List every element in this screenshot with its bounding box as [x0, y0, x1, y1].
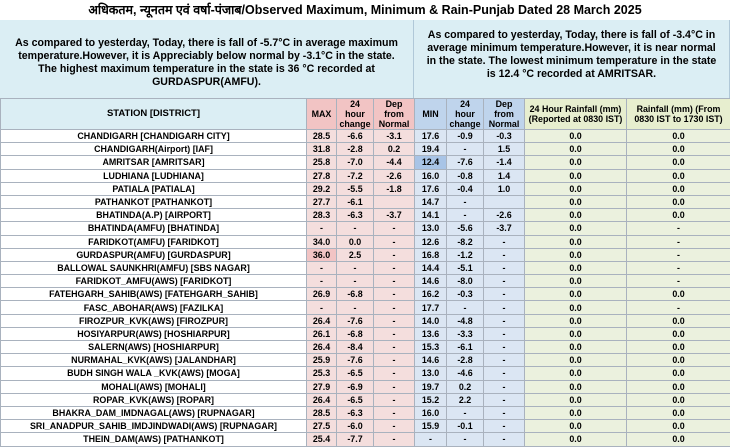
cell-station: FASC_ABOHAR(AWS) [FAZILKA] [1, 301, 307, 314]
cell-station: PATIALA [PATIALA] [1, 182, 307, 195]
cell-rain-day: - [627, 248, 730, 261]
cell-min-dep: - [484, 235, 525, 248]
table-row [1, 143, 730, 156]
cell-max-change: -7.2 [337, 169, 374, 182]
cell-rain-24h: 0.0 [525, 235, 627, 248]
cell-max: 25.4 [307, 433, 337, 446]
cell-min-change: - [447, 433, 484, 446]
cell-rain-day: 0.0 [627, 130, 730, 143]
cell-max: 28.5 [307, 130, 337, 143]
cell-station: NURMAHAL_KVK(AWS) [JALANDHAR] [1, 354, 307, 367]
cell-min-change: - [447, 301, 484, 314]
cell-min-change: -0.1 [447, 420, 484, 433]
cell-max: 29.2 [307, 182, 337, 195]
cell-min: 19.7 [415, 380, 447, 393]
cell-station: PATHANKOT [PATHANKOT] [1, 195, 307, 208]
cell-station: LUDHIANA [LUDHIANA] [1, 169, 307, 182]
cell-max-dep: -2.6 [374, 169, 415, 182]
cell-max: 25.8 [307, 156, 337, 169]
cell-max-change: - [337, 275, 374, 288]
cell-min-change: -0.9 [447, 130, 484, 143]
cell-max: 27.5 [307, 420, 337, 433]
cell-min: 16.0 [415, 169, 447, 182]
cell-rain-24h: 0.0 [525, 143, 627, 156]
cell-rain-day: - [627, 222, 730, 235]
cell-rain-24h: 0.0 [525, 380, 627, 393]
cell-min-change: - [447, 406, 484, 419]
cell-rain-24h: 0.0 [525, 288, 627, 301]
cell-min-change: -4.6 [447, 367, 484, 380]
cell-rain-24h: 0.0 [525, 195, 627, 208]
cell-max-change: -7.7 [337, 433, 374, 446]
table-row [1, 235, 730, 248]
cell-max: 26.9 [307, 288, 337, 301]
cell-min-change: -3.3 [447, 327, 484, 340]
cell-min: 16.8 [415, 248, 447, 261]
cell-min: 14.4 [415, 261, 447, 274]
cell-station: BHAKRA_DAM_IMDNAGAL(AWS) [RUPNAGAR] [1, 406, 307, 419]
cell-min-dep: - [484, 288, 525, 301]
cell-station: BALLOWAL SAUNKHRI(AMFU) [SBS NAGAR] [1, 261, 307, 274]
cell-rain-24h: 0.0 [525, 367, 627, 380]
cell-min: 13.0 [415, 222, 447, 235]
header-max-change: 24 hour change [337, 99, 374, 130]
table-row [1, 288, 730, 301]
cell-min: 14.7 [415, 195, 447, 208]
cell-rain-day: - [627, 261, 730, 274]
cell-min: 17.7 [415, 301, 447, 314]
cell-max: 28.5 [307, 406, 337, 419]
cell-min: 17.6 [415, 182, 447, 195]
cell-rain-24h: 0.0 [525, 354, 627, 367]
cell-station: FATEHGARH_SAHIB(AWS) [FATEHGARH_SAHIB] [1, 288, 307, 301]
cell-min-change: -8.2 [447, 235, 484, 248]
cell-max-dep: - [374, 222, 415, 235]
table-row [1, 367, 730, 380]
cell-max-dep: - [374, 235, 415, 248]
cell-min: 16.2 [415, 288, 447, 301]
cell-rain-24h: 0.0 [525, 156, 627, 169]
cell-rain-24h: 0.0 [525, 209, 627, 222]
cell-min-change: 0.2 [447, 380, 484, 393]
cell-rain-day: 0.0 [627, 209, 730, 222]
cell-max-dep: - [374, 354, 415, 367]
header-min-change: 24 hour change [447, 99, 484, 130]
cell-min-dep: - [484, 341, 525, 354]
table-row [1, 275, 730, 288]
cell-min: 13.6 [415, 327, 447, 340]
cell-rain-24h: 0.0 [525, 433, 627, 446]
cell-min-dep: -3.7 [484, 222, 525, 235]
header-rain-24h: 24 Hour Rainfall (mm) (Reported at 0830 IST) [525, 99, 627, 130]
cell-rain-24h: 0.0 [525, 169, 627, 182]
cell-max: 25.3 [307, 367, 337, 380]
cell-max: - [307, 301, 337, 314]
cell-min-dep: -2.6 [484, 209, 525, 222]
table-row [1, 406, 730, 419]
cell-max-change: -6.0 [337, 420, 374, 433]
cell-min-change: -0.4 [447, 182, 484, 195]
cell-max: 27.8 [307, 169, 337, 182]
cell-station: HOSIYARPUR(AWS) [HOSHIARPUR] [1, 327, 307, 340]
cell-min: 13.0 [415, 367, 447, 380]
cell-max-dep: - [374, 433, 415, 446]
cell-min: 15.3 [415, 341, 447, 354]
cell-max-change: -6.9 [337, 380, 374, 393]
cell-min: 17.6 [415, 130, 447, 143]
header-min: MIN [415, 99, 447, 130]
cell-min-change: -7.6 [447, 156, 484, 169]
cell-min-dep: - [484, 314, 525, 327]
cell-rain-24h: 0.0 [525, 406, 627, 419]
cell-max: 27.9 [307, 380, 337, 393]
cell-max-change: - [337, 261, 374, 274]
cell-min-dep: -0.3 [484, 130, 525, 143]
cell-station: FARIDKOT_AMFU(AWS) [FARIDKOT] [1, 275, 307, 288]
cell-max: 26.4 [307, 393, 337, 406]
cell-max-dep: -3.1 [374, 130, 415, 143]
cell-max-change: -6.5 [337, 367, 374, 380]
cell-min-change: - [447, 143, 484, 156]
cell-station: SRI_ANADPUR_SAHIB_IMDJINDWADI(AWS) [RUPNAGAR] [1, 420, 307, 433]
cell-max: 34.0 [307, 235, 337, 248]
cell-rain-day: 0.0 [627, 314, 730, 327]
cell-max: 25.9 [307, 354, 337, 367]
cell-min-change: -4.8 [447, 314, 484, 327]
cell-rain-day: 0.0 [627, 169, 730, 182]
table-row [1, 420, 730, 433]
min-temp-summary: As compared to yesterday, Today, there is fall of -3.4°C in average minimum temperature.However, it is near normal in the state. The lowest minimum temperature in the state is 12.4 °C recorded at AMRITSAR. [414, 20, 730, 98]
cell-min-dep: - [484, 301, 525, 314]
cell-station: CHANDIGARH [CHANDIGARH CITY] [1, 130, 307, 143]
cell-station: MOHALI(AWS) [MOHALI] [1, 380, 307, 393]
cell-min-change: -1.2 [447, 248, 484, 261]
report-title: अधिकतम, न्यूनतम एवं वर्षा-पंजाब/Observed Maximum, Minimum & Rain-Punjab Dated 28 March 2025 [0, 0, 730, 21]
cell-station: THEIN_DAM(AWS) [PATHANKOT] [1, 433, 307, 446]
cell-max-dep: - [374, 301, 415, 314]
cell-station: BUDH SINGH WALA _KVK(AWS) [MOGA] [1, 367, 307, 380]
cell-max: 26.4 [307, 341, 337, 354]
cell-max-dep: - [374, 314, 415, 327]
cell-max-dep: 0.2 [374, 143, 415, 156]
table-body [1, 130, 730, 447]
cell-rain-24h: 0.0 [525, 327, 627, 340]
cell-rain-day: 0.0 [627, 393, 730, 406]
cell-max-change: - [337, 301, 374, 314]
cell-max-change: -7.0 [337, 156, 374, 169]
cell-max-dep: - [374, 420, 415, 433]
cell-max: 31.8 [307, 143, 337, 156]
cell-rain-day: - [627, 275, 730, 288]
cell-max-change: -6.1 [337, 195, 374, 208]
cell-max-dep: - [374, 288, 415, 301]
cell-min-dep: 1.5 [484, 143, 525, 156]
table-row [1, 248, 730, 261]
cell-max-change: -2.8 [337, 143, 374, 156]
table-row [1, 354, 730, 367]
cell-rain-24h: 0.0 [525, 341, 627, 354]
cell-max-dep: - [374, 261, 415, 274]
cell-rain-24h: 0.0 [525, 182, 627, 195]
cell-rain-24h: 0.0 [525, 275, 627, 288]
cell-max-change: -6.5 [337, 393, 374, 406]
cell-station: AMRITSAR [AMRITSAR] [1, 156, 307, 169]
cell-rain-day: 0.0 [627, 354, 730, 367]
cell-min: 12.6 [415, 235, 447, 248]
cell-min-dep: - [484, 261, 525, 274]
cell-max-change: -8.4 [337, 341, 374, 354]
cell-min: 15.9 [415, 420, 447, 433]
cell-max-change: -6.3 [337, 406, 374, 419]
cell-max: 27.7 [307, 195, 337, 208]
cell-max-dep: - [374, 393, 415, 406]
cell-rain-day: 0.0 [627, 195, 730, 208]
cell-max: 28.3 [307, 209, 337, 222]
table-header-row [1, 99, 730, 130]
cell-station: FIROZPUR_KVK(AWS) [FIROZPUR] [1, 314, 307, 327]
cell-max-dep [374, 195, 415, 208]
cell-min: 14.1 [415, 209, 447, 222]
cell-min-dep: - [484, 275, 525, 288]
cell-max: - [307, 275, 337, 288]
cell-min-change: -0.8 [447, 169, 484, 182]
table-row [1, 182, 730, 195]
cell-min: 16.0 [415, 406, 447, 419]
cell-max-change: -6.3 [337, 209, 374, 222]
cell-max: 26.1 [307, 327, 337, 340]
cell-min: 14.0 [415, 314, 447, 327]
cell-min-dep: - [484, 248, 525, 261]
cell-station: BHATINDA(A.P) [AIRPORT] [1, 209, 307, 222]
table-row [1, 130, 730, 143]
cell-min-dep: - [484, 367, 525, 380]
cell-station: ROPAR_KVK(AWS) [ROPAR] [1, 393, 307, 406]
cell-station: BHATINDA(AMFU) [BHATINDA] [1, 222, 307, 235]
cell-max: - [307, 222, 337, 235]
cell-max-change: 2.5 [337, 248, 374, 261]
cell-rain-day: 0.0 [627, 367, 730, 380]
cell-min-change: - [447, 195, 484, 208]
cell-min-change: 2.2 [447, 393, 484, 406]
cell-min-change: -0.3 [447, 288, 484, 301]
cell-max-change: -6.8 [337, 288, 374, 301]
header-max-dep: Dep from Normal [374, 99, 415, 130]
cell-rain-day: 0.0 [627, 143, 730, 156]
cell-max-dep: - [374, 248, 415, 261]
cell-max-dep: -1.8 [374, 182, 415, 195]
cell-rain-24h: 0.0 [525, 222, 627, 235]
cell-min-dep: - [484, 433, 525, 446]
cell-max-change: -5.5 [337, 182, 374, 195]
cell-rain-24h: 0.0 [525, 261, 627, 274]
cell-rain-24h: 0.0 [525, 314, 627, 327]
cell-min-dep: 1.4 [484, 169, 525, 182]
table-row [1, 327, 730, 340]
cell-rain-24h: 0.0 [525, 393, 627, 406]
cell-max-change: -7.6 [337, 314, 374, 327]
cell-min-dep: - [484, 327, 525, 340]
cell-max-change: -7.6 [337, 354, 374, 367]
cell-min-change: -2.8 [447, 354, 484, 367]
table-row [1, 314, 730, 327]
table-row [1, 156, 730, 169]
cell-station: CHANDIGARH(Airport) [IAF] [1, 143, 307, 156]
cell-max-change: - [337, 222, 374, 235]
cell-rain-24h: 0.0 [525, 248, 627, 261]
cell-max-change: -6.8 [337, 327, 374, 340]
cell-rain-day: 0.0 [627, 156, 730, 169]
cell-max: 36.0 [307, 248, 337, 261]
table-row [1, 433, 730, 446]
table-row [1, 169, 730, 182]
cell-max: - [307, 261, 337, 274]
cell-rain-24h: 0.0 [525, 420, 627, 433]
cell-min: 19.4 [415, 143, 447, 156]
cell-rain-day: 0.0 [627, 433, 730, 446]
header-rain-day: Rainfall (mm) (From 0830 IST to 1730 IST) [627, 99, 730, 130]
cell-rain-day: 0.0 [627, 182, 730, 195]
cell-min-dep: - [484, 420, 525, 433]
cell-min: 12.4 [415, 156, 447, 169]
cell-min: - [415, 433, 447, 446]
header-max: MAX [307, 99, 337, 130]
cell-max-dep: - [374, 406, 415, 419]
cell-station: SALERN(AWS) [HOSHIARPUR] [1, 341, 307, 354]
cell-rain-day: 0.0 [627, 380, 730, 393]
table-row [1, 393, 730, 406]
table-row [1, 209, 730, 222]
cell-min-change: -6.1 [447, 341, 484, 354]
cell-min-dep: 1.0 [484, 182, 525, 195]
cell-min-change: -5.6 [447, 222, 484, 235]
cell-rain-day: 0.0 [627, 406, 730, 419]
cell-station: GURDASPUR(AMFU) [GURDASPUR] [1, 248, 307, 261]
cell-min: 14.6 [415, 275, 447, 288]
cell-min-dep: -1.4 [484, 156, 525, 169]
cell-rain-day: 0.0 [627, 341, 730, 354]
cell-rain-day: - [627, 235, 730, 248]
header-min-dep: Dep from Normal [484, 99, 525, 130]
cell-max-dep: -4.4 [374, 156, 415, 169]
cell-rain-24h: 0.0 [525, 130, 627, 143]
cell-max-dep: - [374, 327, 415, 340]
cell-max-change: -6.6 [337, 130, 374, 143]
cell-rain-day: - [627, 301, 730, 314]
cell-max-dep: -3.7 [374, 209, 415, 222]
cell-max-change: 0.0 [337, 235, 374, 248]
cell-min-dep [484, 195, 525, 208]
cell-rain-day: 0.0 [627, 327, 730, 340]
table-row [1, 341, 730, 354]
cell-min-dep: - [484, 380, 525, 393]
table-row [1, 195, 730, 208]
table-row [1, 301, 730, 314]
table-row [1, 222, 730, 235]
cell-max-dep: - [374, 380, 415, 393]
cell-min-change: -5.1 [447, 261, 484, 274]
cell-rain-24h: 0.0 [525, 301, 627, 314]
cell-min-dep: - [484, 393, 525, 406]
cell-min-change: - [447, 209, 484, 222]
cell-min: 14.6 [415, 354, 447, 367]
table-row [1, 261, 730, 274]
cell-max-dep: - [374, 341, 415, 354]
max-temp-summary: As compared to yesterday, Today, there is fall of -5.7°C in average maximum temperature.However, it is Appreciably below normal by -3.1°C in the state. The highest maximum temperature in the state is 36 °C recorded at GURDASPUR(AMFU). [0, 20, 414, 98]
cell-station: FARIDKOT(AMFU) [FARIDKOT] [1, 235, 307, 248]
cell-rain-day: 0.0 [627, 288, 730, 301]
header-station: STATION [DISTRICT] [1, 99, 307, 130]
cell-max: 26.4 [307, 314, 337, 327]
cell-max-dep: - [374, 367, 415, 380]
table-row [1, 380, 730, 393]
cell-rain-day: 0.0 [627, 420, 730, 433]
cell-min-dep: - [484, 354, 525, 367]
cell-max-dep: - [374, 275, 415, 288]
cell-min-dep: - [484, 406, 525, 419]
cell-min-change: -8.0 [447, 275, 484, 288]
cell-min: 15.2 [415, 393, 447, 406]
observation-table [0, 98, 730, 447]
